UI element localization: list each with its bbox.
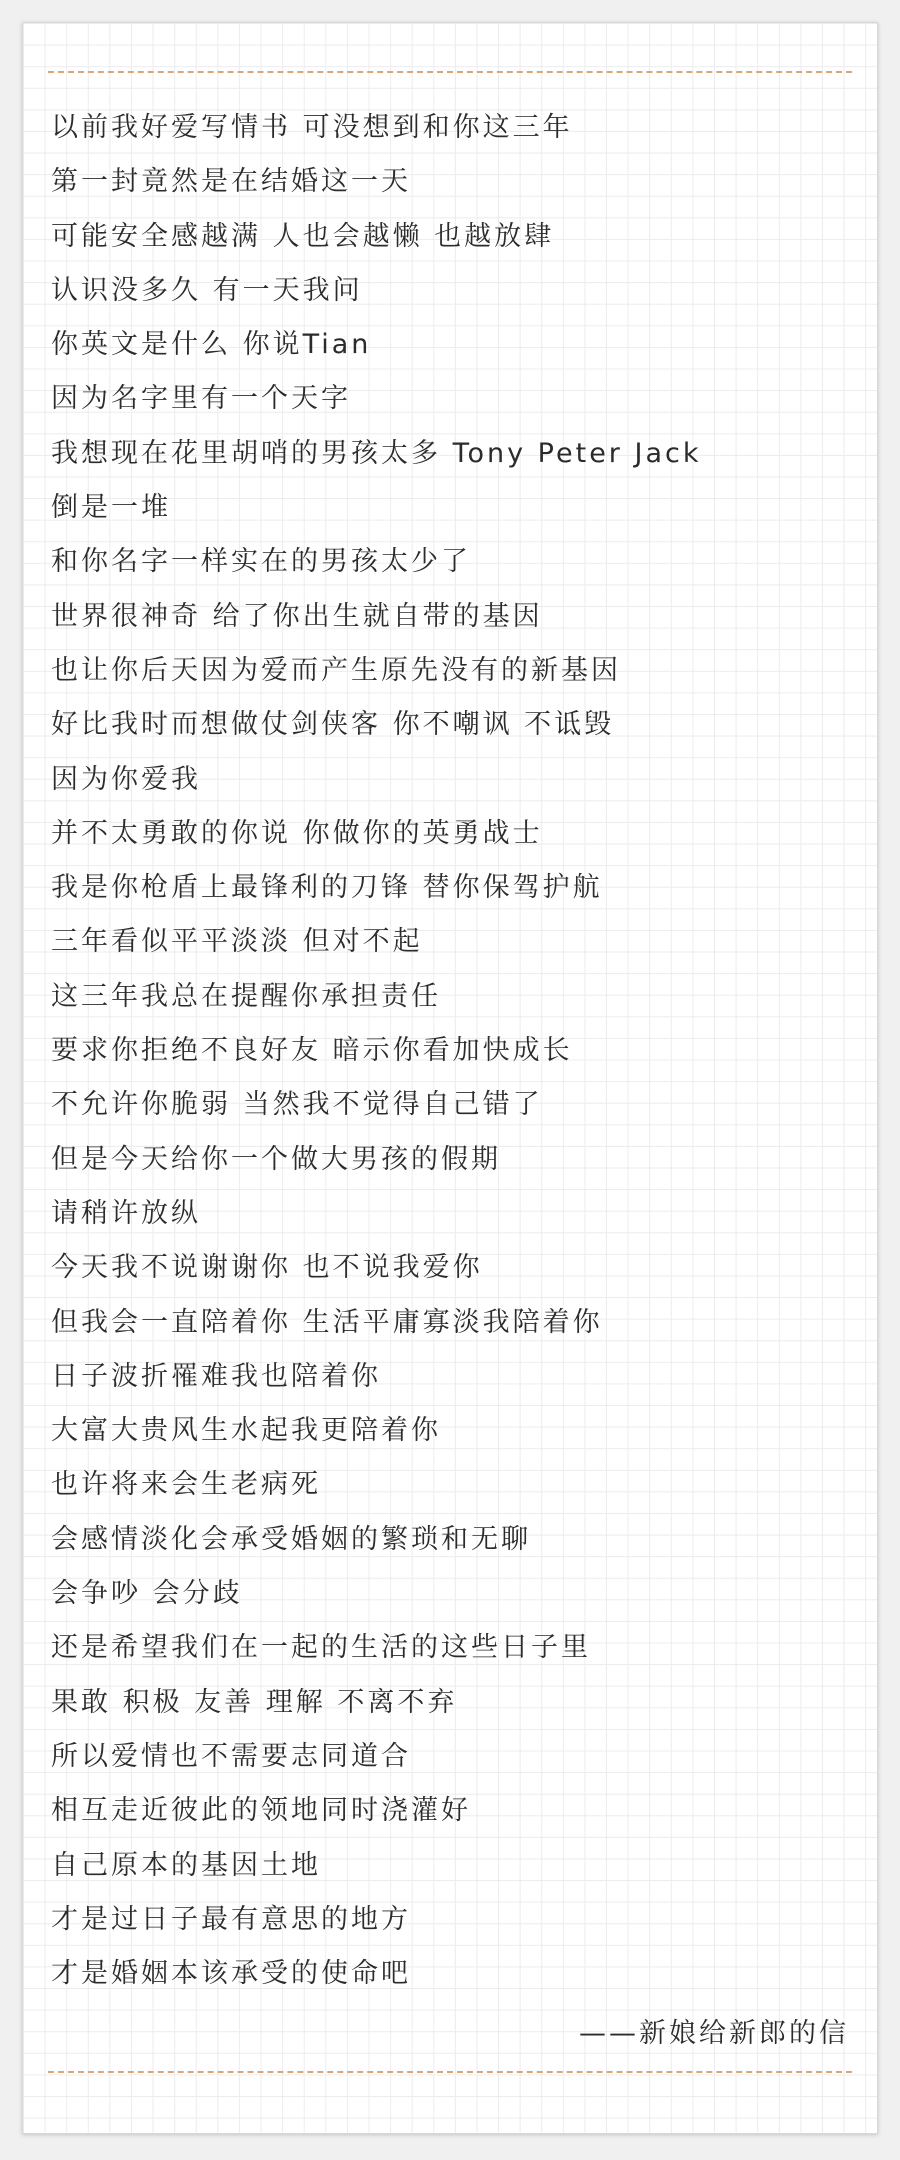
letter-line: 你英文是什么 你说Tian [51, 329, 372, 361]
letter-line: 但是今天给你一个做大男孩的假期 [51, 1143, 501, 1175]
letter-line: 但我会一直陪着你 生活平庸寡淡我陪着你 [51, 1306, 603, 1338]
letter-line: 第一封竟然是在结婚这一天 [51, 166, 411, 198]
letter-body [51, 101, 851, 2001]
letter-line: 要求你拒绝不良好友 暗示你看加快成长 [51, 1035, 573, 1067]
letter-line: 因为名字里有一个天字 [51, 383, 351, 415]
letter-line: 三年看似平平淡淡 但对不起 [51, 926, 423, 958]
letter-line: 以前我好爱写情书 可没想到和你这三年 [51, 112, 573, 143]
letter-line: 请稍许放纵 [51, 1197, 201, 1229]
letter-line: 果敢 积极 友善 理解 不离不弃 [51, 1686, 458, 1718]
letter-card [22, 22, 878, 2134]
letter-line: 不允许你脆弱 当然我不觉得自己错了 [51, 1089, 543, 1121]
letter-line: 世界很神奇 给了你出生就自带的基因 [51, 600, 543, 632]
letter-line: 会争吵 会分歧 [51, 1578, 243, 1610]
letter-line: 倒是一堆 [51, 492, 171, 524]
letter-line: 可能安全感越满 人也会越懒 也越放肆 [51, 220, 555, 252]
bottom-dashed-divider [48, 2071, 852, 2073]
letter-line: 才是过日子最有意思的地方 [51, 1903, 411, 1935]
letter-line: 才是婚姻本该承受的使命吧 [51, 1958, 411, 1990]
letter-line: 和你名字一样实在的男孩太少了 [51, 546, 471, 578]
letter-line: 自己原本的基因土地 [51, 1849, 321, 1881]
letter-signature: ——新娘给新郎的信 [579, 2018, 849, 2049]
letter-line: 也让你后天因为爱而产生原先没有的新基因 [51, 654, 621, 686]
letter-line: 会感情淡化会承受婚姻的繁琐和无聊 [51, 1523, 531, 1555]
top-dashed-divider [48, 71, 852, 73]
letter-line: 我是你枪盾上最锋利的刀锋 替你保驾护航 [51, 872, 603, 904]
letter-line: 认识没多久 有一天我问 [51, 274, 363, 306]
letter-line: 因为你爱我 [51, 763, 201, 795]
letter-line: 好比我时而想做仗剑侠客 你不嘲讽 不诋毁 [51, 709, 615, 741]
letter-line: 这三年我总在提醒你承担责任 [51, 980, 441, 1012]
letter-line: 大富大贵风生水起我更陪着你 [51, 1415, 441, 1447]
letter-line: 并不太勇敢的你说 你做你的英勇战士 [51, 817, 543, 849]
letter-line: 还是希望我们在一起的生活的这些日子里 [51, 1632, 591, 1664]
letter-line: 所以爱情也不需要志同道合 [51, 1740, 411, 1772]
letter-line: 也许将来会生老病死 [51, 1469, 321, 1501]
letter-line: 今天我不说谢谢你 也不说我爱你 [51, 1252, 483, 1284]
letter-line: 相互走近彼此的领地同时浇灌好 [51, 1795, 471, 1827]
letter-line: 我想现在花里胡哨的男孩太多 Tony Peter Jack [51, 437, 702, 469]
letter-line: 日子波折罹难我也陪着你 [51, 1360, 381, 1392]
